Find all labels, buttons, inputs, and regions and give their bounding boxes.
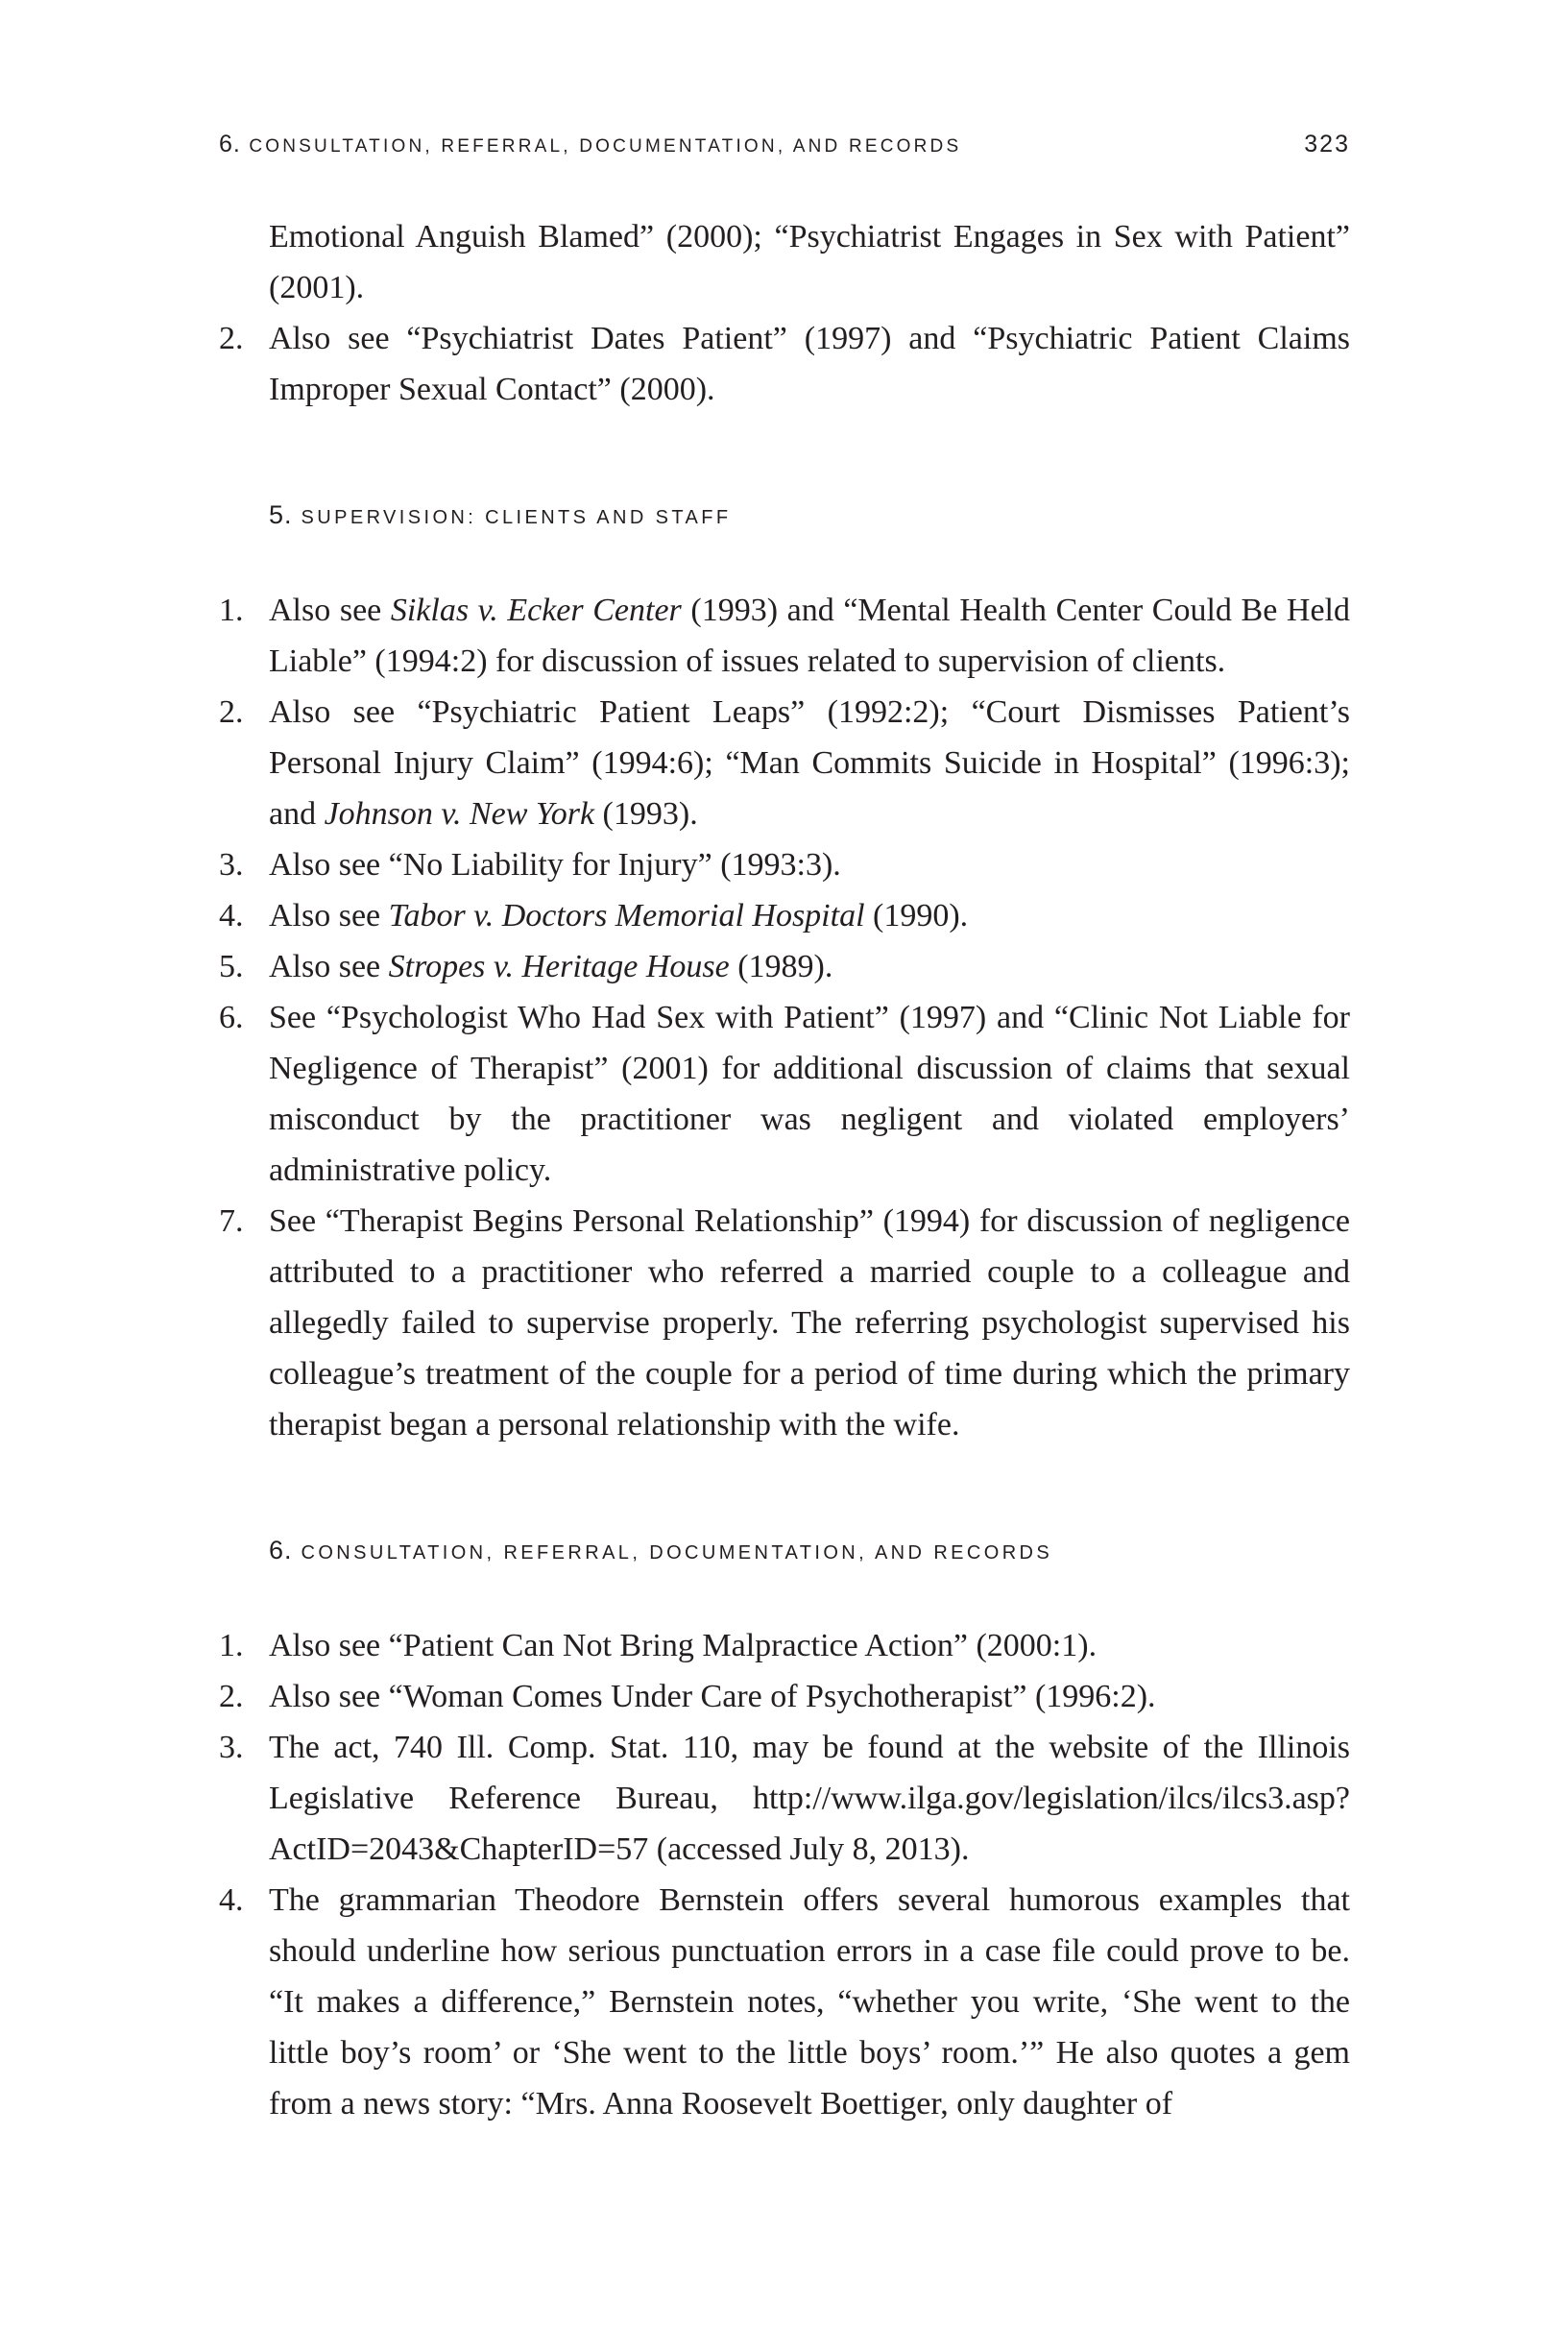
section-spacer <box>219 415 1350 490</box>
note-number: 1. <box>219 1628 244 1663</box>
section-heading-number: 6. <box>269 1536 293 1564</box>
note-text-pre: See “Therapist Begins Personal Relationship” (1994) for discussion of negligence attributed to a practitioner who referred a married couple to a colleague and allegedly failed to supervise properly. The referring psychologist supervised his colleague’s treatment of the couple for a period of time during which the primary therapist began a personal relationship with the wife. <box>269 1203 1350 1443</box>
note-number: 5. <box>219 949 244 984</box>
note-text: The grammarian Theodore Bernstein offers several humorous examples that should underline how serious punctuation errors in a case file could prove to be. “It makes a difference,” Bernstein notes, “whether you write, ‘She went to the little boy’s room’ or ‘She went to the little boys’ room.’” He also quotes a gem from a news story: “Mrs. Anna Roosevelt Boettiger, only daughter of <box>269 1882 1350 2122</box>
note-item <box>219 839 1350 890</box>
note-number: 2. <box>219 321 244 356</box>
running-head-chapter-text: CONSULTATION, REFERRAL, DOCUMENTATION, AND RECORDS <box>249 135 962 157</box>
note-text-pre: Also see “No Liability for Injury” (1993:3). <box>269 847 841 883</box>
note-text: Also see “Patient Can Not Bring Malpractice Action” (2000:1). <box>269 1628 1098 1663</box>
case-name: Johnson v. New York <box>324 796 595 832</box>
note-item <box>219 992 1350 1196</box>
note-number: 7. <box>219 1203 244 1239</box>
note-item <box>219 1196 1350 1450</box>
case-name: Siklas v. Ecker Center <box>390 593 682 628</box>
running-head <box>219 127 1350 161</box>
note-text: Also see “Psychiatrist Dates Patient” (1997) and “Psychiatric Patient Claims Improper Sexual Contact” (2000). <box>269 321 1350 407</box>
note-text-pre: Also see <box>269 949 389 984</box>
note-text-post: (1990). <box>864 898 969 934</box>
note-text: Also see “Woman Comes Under Care of Psychotherapist” (1996:2). <box>269 1679 1156 1714</box>
note-number: 3. <box>219 1730 244 1765</box>
page-number: 323 <box>1304 130 1350 158</box>
note-number: 4. <box>219 1882 244 1918</box>
heading-spacer <box>219 1576 1350 1620</box>
consultation-notes-list <box>219 1620 1350 2129</box>
note-text-post: (1993) and “Mental Health Center Could Be Held Liable” (1994:2) for discussion of issues related to supervision of clients. <box>269 593 1350 679</box>
note-item <box>219 1722 1350 1875</box>
note-number: 6. <box>219 1000 244 1035</box>
note-number: 1. <box>219 593 244 628</box>
supervision-notes-list <box>219 585 1350 1450</box>
note-text-post: (1993). <box>594 796 698 832</box>
notes-body <box>219 211 1350 2129</box>
note-text-pre: Also see <box>269 898 389 934</box>
heading-spacer <box>219 541 1350 585</box>
running-head-chapter-number: 6. <box>219 130 241 158</box>
note-number: 2. <box>219 694 244 730</box>
section-heading-title: SUPERVISION: CLIENTS AND STAFF <box>301 507 732 528</box>
case-name: Stropes v. Heritage House <box>388 949 730 984</box>
section-heading-supervision <box>219 490 1350 541</box>
section-spacer <box>219 1450 1350 1525</box>
note-item <box>219 890 1350 941</box>
note-number: 2. <box>219 1679 244 1714</box>
section-heading-consultation <box>219 1525 1350 1576</box>
note-text-pre: Also see <box>269 593 391 628</box>
note-text-pre: See “Psychologist Who Had Sex with Patient” (1997) and “Clinic Not Liable for Negligence of Therapist” (2001) for additional discussion of claims that sexual misconduct by the practitioner was negligent and violated employers’ administrative policy. <box>269 1000 1350 1188</box>
note-text-pre: Also see “Psychiatric Patient Leaps” (1992:2); “Court Dismisses Patient’s Personal Injury Claim” (1994:6); “Man Commits Suicide in Hospital” (1996:3); and <box>269 694 1350 832</box>
note-text: The act, 740 Ill. Comp. Stat. 110, may be found at the website of the Illinois Legislative Reference Bureau, http://www.ilga.gov/legislation/ilcs/ilcs3.asp?ActID=2043&ChapterID=57 (accessed July 8, 2013). <box>269 1730 1350 1867</box>
note-item <box>219 585 1350 687</box>
continued-note: Emotional Anguish Blamed” (2000); “Psychiatrist Engages in Sex with Patient” (2001). <box>269 219 1350 305</box>
prior-notes-list <box>219 313 1350 415</box>
running-head-chapter-title <box>219 131 961 158</box>
note-item <box>219 1671 1350 1722</box>
note-item <box>219 941 1350 992</box>
note-item <box>219 1620 1350 1671</box>
note-item <box>219 313 1350 415</box>
note-number: 4. <box>219 898 244 934</box>
case-name: Tabor v. Doctors Memorial Hospital <box>388 898 865 934</box>
note-item <box>219 687 1350 839</box>
section-heading-title: CONSULTATION, REFERRAL, DOCUMENTATION, AND RECORDS <box>301 1542 1053 1564</box>
section-heading-number: 5. <box>269 500 293 529</box>
note-item <box>219 1875 1350 2129</box>
note-number: 3. <box>219 847 244 883</box>
note-text-post: (1989). <box>729 949 833 984</box>
